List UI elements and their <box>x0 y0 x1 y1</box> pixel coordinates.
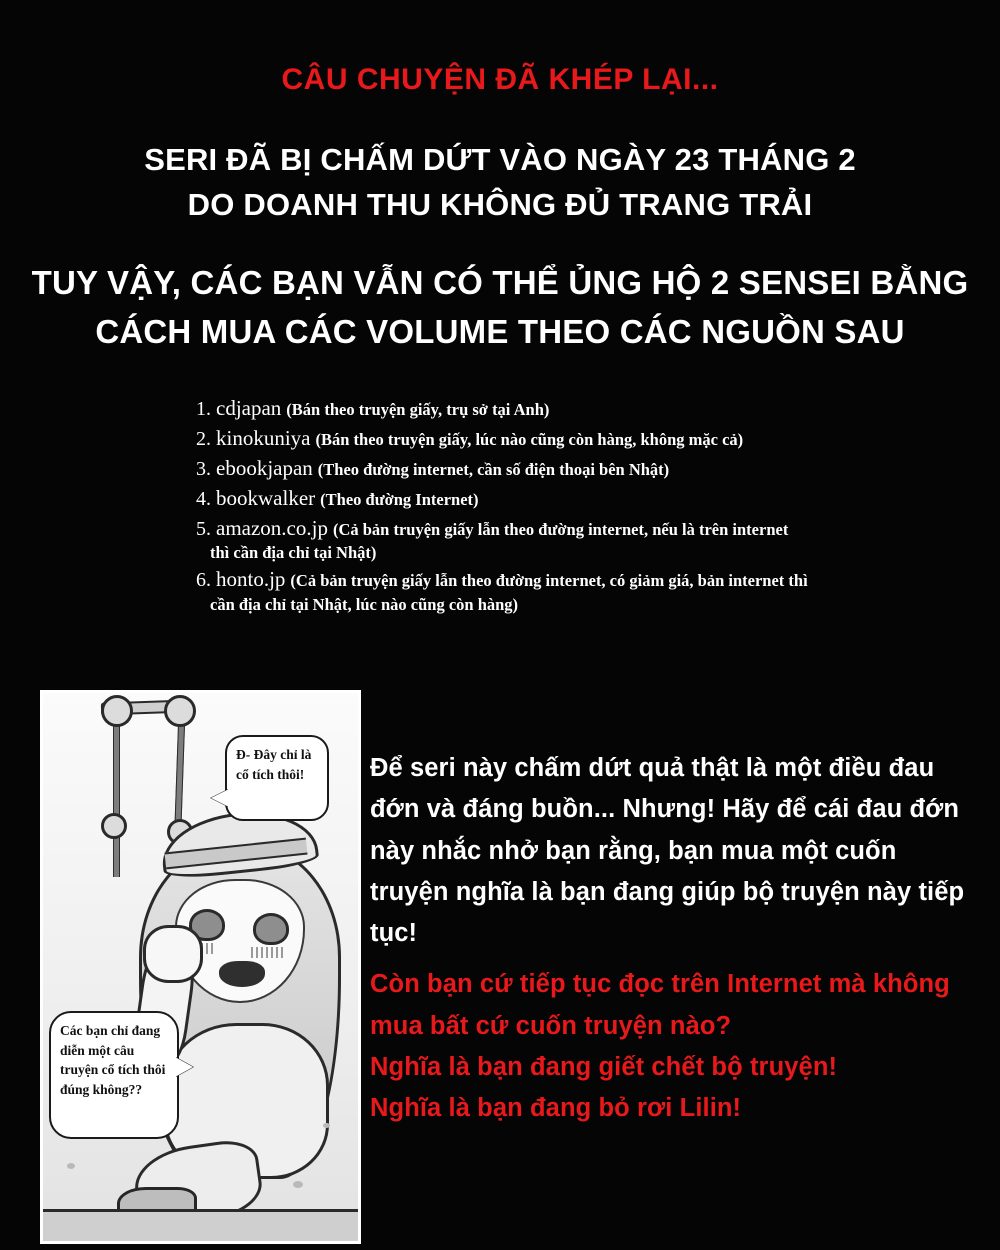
speckle-shape <box>323 1123 330 1128</box>
list-item-number: 2. <box>196 427 211 450</box>
headline-white-2-line-1: TUY VẬY, CÁC BẠN VẪN CÓ THỂ ỦNG HỘ 2 SENSEI BẰNG <box>31 263 969 301</box>
speckle-shape <box>293 1181 303 1188</box>
closing-white-paragraph: Để seri này chấm dứt quả thật là một điều đau đớn và đáng buồn... Nhưng! Hãy để cái đau đớn này nhắc nhở bạn rằng, bạn mua một cuốn truyện nghĩa là bạn đang giúp bộ truyện này tiếp tục! <box>370 754 965 948</box>
speech-bubble-tail <box>175 1057 193 1077</box>
headline-white-2-line-2: CÁCH MUA CÁC VOLUME THEO CÁC NGUỒN SAU <box>95 313 905 351</box>
list-item-number: 1. <box>196 397 211 420</box>
character-eye-shape <box>253 913 289 945</box>
headline-white-1-line-1: SERI ĐÃ BỊ CHẤM DỨT VÀO NGÀY 23 THÁNG 2 <box>144 142 856 177</box>
pulley-shape <box>164 695 196 727</box>
list-item-name: kinokuniya <box>216 425 311 450</box>
list-item-note: (Cả bản truyện giấy lẫn theo đường internet, có giảm giá, bản internet thì <box>290 571 808 591</box>
list-item-name: amazon.co.jp <box>216 515 328 540</box>
character-mouth-shape <box>219 961 265 987</box>
headline-white-2 <box>0 258 1000 357</box>
closing-red-line-3: Nghĩa là bạn đang bỏ rơi Lilin! <box>370 1094 742 1123</box>
pulley-shape <box>101 813 127 839</box>
list-item <box>196 455 940 483</box>
list-item-note-continued: thì cần địa chỉ tại Nhật) <box>210 543 377 563</box>
character-hand-shape <box>143 925 203 983</box>
speech-bubble-bottom-text: Các bạn chỉ đang diễn một câu truyện cổ tích thôi đúng không?? <box>60 1023 166 1097</box>
list-item <box>196 566 940 616</box>
list-item <box>196 395 940 423</box>
character-blush-shape <box>251 947 285 958</box>
speech-bubble-tail <box>211 789 229 807</box>
speech-bubble-top-text: Đ- Đây chỉ là cổ tích thôi! <box>236 747 312 782</box>
rope-shape <box>113 707 120 877</box>
ground-shape <box>43 1209 358 1244</box>
speckle-shape <box>67 1163 75 1169</box>
bottom-section <box>0 690 1000 1250</box>
list-item-note: (Bán theo truyện giấy, trụ sở tại Anh) <box>286 399 550 419</box>
list-item <box>196 515 940 565</box>
list-item-number: 5. <box>196 517 211 540</box>
speech-bubble-top <box>225 735 329 821</box>
speech-bubble-bottom <box>49 1011 179 1139</box>
closing-red-line-1: Còn bạn cứ tiếp tục đọc trên Internet mà không mua bất cứ cuốn truyện nào? <box>370 970 950 1040</box>
headline-block <box>0 0 1000 357</box>
list-item-note: (Theo đường internet, cần số điện thoại bên Nhật) <box>317 459 670 479</box>
closing-text-block <box>370 748 970 1130</box>
headline-red: CÂU CHUYỆN ĐÃ KHÉP LẠI... <box>281 63 719 96</box>
list-item-note-continued: cần địa chỉ tại Nhật, lúc nào cũng còn hàng) <box>210 595 519 615</box>
list-item-number: 3. <box>196 457 211 480</box>
list-item-note: (Bán theo truyện giấy, lúc nào cũng còn hàng, không mặc cả) <box>315 429 744 449</box>
list-item-number: 4. <box>196 487 211 510</box>
source-list <box>0 395 1000 616</box>
manga-panel <box>40 690 361 1244</box>
list-item-name: cdjapan <box>216 395 282 420</box>
headline-white-1-line-2: DO DOANH THU KHÔNG ĐỦ TRANG TRẢI <box>187 186 813 222</box>
list-item-name: honto.jp <box>216 567 286 592</box>
closing-red-line-2: Nghĩa là bạn đang giết chết bộ truyện! <box>370 1053 838 1082</box>
list-item-number: 6. <box>196 569 211 592</box>
headline-white-1 <box>0 138 1000 228</box>
pulley-shape <box>101 695 133 727</box>
list-item <box>196 485 940 513</box>
list-item-note: (Cả bản truyện giấy lẫn theo đường internet, nếu là trên internet <box>332 519 789 539</box>
list-item-note: (Theo đường Internet) <box>320 489 479 509</box>
list-item-name: ebookjapan <box>216 455 313 480</box>
list-item-name: bookwalker <box>216 485 316 510</box>
list-item <box>196 425 940 453</box>
